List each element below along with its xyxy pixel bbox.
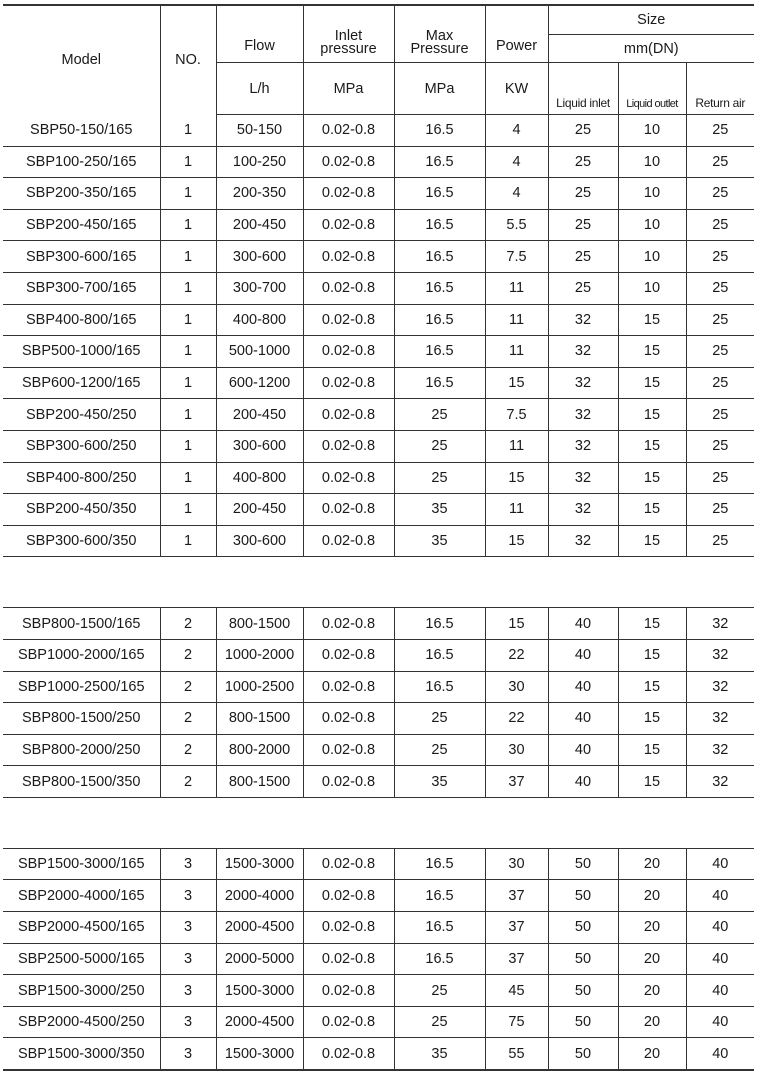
cell-liquid-outlet: 10 — [618, 241, 686, 273]
cell-no: 1 — [160, 272, 216, 304]
table-row — [3, 146, 754, 178]
cell-flow: 300-600 — [216, 241, 303, 273]
cell-inlet-pressure: 0.02-0.8 — [303, 639, 394, 671]
cell-power: 22 — [485, 703, 548, 735]
cell-no: 1 — [160, 304, 216, 336]
table-row — [3, 462, 754, 494]
cell-max-pressure: 16.5 — [394, 912, 485, 944]
cell-flow: 800-1500 — [216, 766, 303, 798]
cell-model: SBP300-700/165 — [3, 272, 160, 304]
table-row — [3, 671, 754, 703]
cell-liquid-outlet: 15 — [618, 462, 686, 494]
header-inlet-line2: pressure — [320, 41, 377, 57]
pump-spec-sheet — [3, 4, 754, 1071]
cell-inlet-pressure: 0.02-0.8 — [303, 462, 394, 494]
cell-liquid-inlet: 25 — [548, 146, 618, 178]
cell-flow: 100-250 — [216, 146, 303, 178]
cell-return-air: 25 — [686, 399, 754, 431]
cell-no: 1 — [160, 336, 216, 368]
cell-no: 3 — [160, 880, 216, 912]
cell-flow: 300-600 — [216, 525, 303, 557]
cell-return-air: 32 — [686, 703, 754, 735]
cell-return-air: 25 — [686, 336, 754, 368]
cell-inlet-pressure: 0.02-0.8 — [303, 209, 394, 241]
cell-flow: 1000-2000 — [216, 639, 303, 671]
cell-model: SBP800-1500/350 — [3, 766, 160, 798]
cell-no: 1 — [160, 146, 216, 178]
cell-max-pressure: 16.5 — [394, 304, 485, 336]
cell-model: SBP2000-4500/165 — [3, 912, 160, 944]
cell-no: 2 — [160, 734, 216, 766]
cell-inlet-pressure: 0.02-0.8 — [303, 367, 394, 399]
cell-max-pressure: 16.5 — [394, 115, 485, 147]
cell-power: 75 — [485, 1006, 548, 1038]
cell-liquid-outlet: 15 — [618, 525, 686, 557]
table-row — [3, 912, 754, 944]
cell-flow: 1500-3000 — [216, 848, 303, 880]
table-row — [3, 494, 754, 526]
cell-liquid-inlet: 50 — [548, 880, 618, 912]
cell-liquid-outlet: 15 — [618, 608, 686, 640]
table-row — [3, 703, 754, 735]
cell-power: 4 — [485, 146, 548, 178]
header-max-line1: Max — [425, 28, 454, 44]
cell-return-air: 40 — [686, 1038, 754, 1070]
table-row — [3, 525, 754, 557]
cell-no: 2 — [160, 703, 216, 735]
cell-liquid-outlet: 20 — [618, 880, 686, 912]
cell-liquid-outlet: 15 — [618, 367, 686, 399]
cell-inlet-pressure: 0.02-0.8 — [303, 304, 394, 336]
cell-flow: 2000-4000 — [216, 880, 303, 912]
cell-liquid-inlet: 40 — [548, 639, 618, 671]
cell-liquid-inlet: 32 — [548, 304, 618, 336]
cell-no: 2 — [160, 671, 216, 703]
cell-inlet-pressure: 0.02-0.8 — [303, 671, 394, 703]
cell-power: 15 — [485, 525, 548, 557]
table-row — [3, 178, 754, 210]
cell-max-pressure: 16.5 — [394, 943, 485, 975]
table-row — [3, 608, 754, 640]
cell-liquid-inlet: 25 — [548, 209, 618, 241]
cell-inlet-pressure: 0.02-0.8 — [303, 1038, 394, 1070]
cell-flow: 2000-4500 — [216, 912, 303, 944]
cell-power: 5.5 — [485, 209, 548, 241]
cell-inlet-pressure: 0.02-0.8 — [303, 880, 394, 912]
cell-no: 3 — [160, 943, 216, 975]
cell-return-air: 32 — [686, 734, 754, 766]
cell-inlet-pressure: 0.02-0.8 — [303, 943, 394, 975]
table-row — [3, 304, 754, 336]
cell-return-air: 32 — [686, 671, 754, 703]
cell-max-pressure: 16.5 — [394, 880, 485, 912]
cell-max-pressure: 35 — [394, 1038, 485, 1070]
cell-liquid-outlet: 15 — [618, 671, 686, 703]
cell-flow: 800-1500 — [216, 703, 303, 735]
cell-max-pressure: 35 — [394, 494, 485, 526]
cell-no: 2 — [160, 608, 216, 640]
cell-no: 3 — [160, 975, 216, 1007]
cell-liquid-inlet: 40 — [548, 608, 618, 640]
cell-liquid-inlet: 25 — [548, 178, 618, 210]
cell-model: SBP200-450/250 — [3, 399, 160, 431]
header-inlet-pressure — [303, 5, 394, 63]
cell-return-air: 25 — [686, 494, 754, 526]
cell-power: 11 — [485, 272, 548, 304]
cell-liquid-inlet: 25 — [548, 272, 618, 304]
cell-model: SBP400-800/250 — [3, 462, 160, 494]
cell-return-air: 32 — [686, 639, 754, 671]
cell-inlet-pressure: 0.02-0.8 — [303, 703, 394, 735]
cell-liquid-outlet: 20 — [618, 912, 686, 944]
cell-flow: 200-450 — [216, 399, 303, 431]
cell-power: 7.5 — [485, 241, 548, 273]
cell-model: SBP300-600/165 — [3, 241, 160, 273]
cell-model: SBP400-800/165 — [3, 304, 160, 336]
cell-max-pressure: 16.5 — [394, 241, 485, 273]
cell-liquid-outlet: 15 — [618, 766, 686, 798]
cell-max-pressure: 16.5 — [394, 639, 485, 671]
cell-power: 11 — [485, 430, 548, 462]
header-liquid-inlet: Liquid inlet — [548, 63, 618, 115]
cell-no: 1 — [160, 209, 216, 241]
cell-flow: 400-800 — [216, 304, 303, 336]
header-power-unit: KW — [485, 63, 548, 115]
cell-model: SBP50-150/165 — [3, 115, 160, 147]
table-row — [3, 399, 754, 431]
cell-return-air: 25 — [686, 304, 754, 336]
cell-max-pressure: 16.5 — [394, 272, 485, 304]
group-separator-cell — [3, 557, 754, 608]
cell-flow: 800-1500 — [216, 608, 303, 640]
cell-power: 22 — [485, 639, 548, 671]
cell-model: SBP500-1000/165 — [3, 336, 160, 368]
cell-power: 37 — [485, 912, 548, 944]
cell-inlet-pressure: 0.02-0.8 — [303, 766, 394, 798]
cell-max-pressure: 25 — [394, 975, 485, 1007]
cell-liquid-outlet: 15 — [618, 399, 686, 431]
cell-power: 4 — [485, 115, 548, 147]
cell-return-air: 40 — [686, 848, 754, 880]
table-row — [3, 880, 754, 912]
cell-liquid-inlet: 40 — [548, 671, 618, 703]
cell-flow: 200-450 — [216, 209, 303, 241]
table-row — [3, 241, 754, 273]
cell-flow: 500-1000 — [216, 336, 303, 368]
cell-liquid-outlet: 15 — [618, 494, 686, 526]
cell-max-pressure: 16.5 — [394, 146, 485, 178]
cell-return-air: 25 — [686, 241, 754, 273]
cell-max-pressure: 16.5 — [394, 209, 485, 241]
cell-return-air: 25 — [686, 178, 754, 210]
cell-liquid-inlet: 32 — [548, 462, 618, 494]
cell-liquid-outlet: 15 — [618, 304, 686, 336]
cell-liquid-inlet: 50 — [548, 975, 618, 1007]
cell-liquid-inlet: 40 — [548, 766, 618, 798]
cell-flow: 200-350 — [216, 178, 303, 210]
cell-inlet-pressure: 0.02-0.8 — [303, 1006, 394, 1038]
header-return-air: Return air — [686, 63, 754, 115]
cell-no: 3 — [160, 848, 216, 880]
cell-flow: 1500-3000 — [216, 1038, 303, 1070]
cell-model: SBP2000-4000/165 — [3, 880, 160, 912]
cell-liquid-outlet: 20 — [618, 1038, 686, 1070]
cell-max-pressure: 35 — [394, 766, 485, 798]
cell-max-pressure: 35 — [394, 525, 485, 557]
cell-inlet-pressure: 0.02-0.8 — [303, 734, 394, 766]
cell-model: SBP800-1500/165 — [3, 608, 160, 640]
cell-inlet-pressure: 0.02-0.8 — [303, 272, 394, 304]
cell-no: 1 — [160, 462, 216, 494]
cell-max-pressure: 16.5 — [394, 848, 485, 880]
header-size-unit: mm(DN) — [548, 35, 754, 63]
cell-model: SBP1500-3000/250 — [3, 975, 160, 1007]
cell-model: SBP200-350/165 — [3, 178, 160, 210]
cell-no: 1 — [160, 525, 216, 557]
header-model: Model — [61, 52, 101, 69]
cell-power: 4 — [485, 178, 548, 210]
cell-return-air: 40 — [686, 880, 754, 912]
header-inlet-line1: Inlet — [334, 28, 363, 44]
pump-spec-table — [3, 4, 754, 1071]
cell-liquid-outlet: 20 — [618, 1006, 686, 1038]
table-row — [3, 336, 754, 368]
cell-inlet-pressure: 0.02-0.8 — [303, 399, 394, 431]
cell-liquid-inlet: 50 — [548, 1038, 618, 1070]
cell-max-pressure: 16.5 — [394, 367, 485, 399]
cell-no: 1 — [160, 178, 216, 210]
cell-return-air: 32 — [686, 608, 754, 640]
cell-liquid-outlet: 20 — [618, 848, 686, 880]
cell-return-air: 25 — [686, 367, 754, 399]
cell-model: SBP200-450/165 — [3, 209, 160, 241]
cell-return-air: 40 — [686, 943, 754, 975]
cell-liquid-inlet: 32 — [548, 336, 618, 368]
cell-max-pressure: 25 — [394, 703, 485, 735]
cell-max-pressure: 16.5 — [394, 671, 485, 703]
cell-liquid-outlet: 20 — [618, 975, 686, 1007]
cell-flow: 300-700 — [216, 272, 303, 304]
cell-liquid-inlet: 50 — [548, 943, 618, 975]
table-row — [3, 639, 754, 671]
cell-power: 37 — [485, 766, 548, 798]
cell-flow: 2000-5000 — [216, 943, 303, 975]
cell-model: SBP2500-5000/165 — [3, 943, 160, 975]
cell-power: 37 — [485, 943, 548, 975]
cell-flow: 50-150 — [216, 115, 303, 147]
cell-flow: 300-600 — [216, 430, 303, 462]
cell-liquid-outlet: 15 — [618, 639, 686, 671]
cell-power: 30 — [485, 734, 548, 766]
cell-return-air: 25 — [686, 115, 754, 147]
cell-liquid-inlet: 32 — [548, 430, 618, 462]
cell-power: 45 — [485, 975, 548, 1007]
cell-inlet-pressure: 0.02-0.8 — [303, 975, 394, 1007]
table-body — [3, 115, 754, 1071]
cell-flow: 600-1200 — [216, 367, 303, 399]
cell-inlet-pressure: 0.02-0.8 — [303, 848, 394, 880]
cell-liquid-outlet: 10 — [618, 272, 686, 304]
table-row — [3, 943, 754, 975]
cell-power: 11 — [485, 494, 548, 526]
cell-power: 11 — [485, 304, 548, 336]
cell-inlet-pressure: 0.02-0.8 — [303, 912, 394, 944]
cell-liquid-outlet: 10 — [618, 115, 686, 147]
cell-liquid-inlet: 32 — [548, 367, 618, 399]
cell-model: SBP600-1200/165 — [3, 367, 160, 399]
header-max-unit: MPa — [394, 63, 485, 115]
cell-max-pressure: 16.5 — [394, 608, 485, 640]
cell-max-pressure: 25 — [394, 462, 485, 494]
cell-liquid-outlet: 10 — [618, 209, 686, 241]
cell-model: SBP800-1500/250 — [3, 703, 160, 735]
cell-power: 15 — [485, 367, 548, 399]
cell-inlet-pressure: 0.02-0.8 — [303, 494, 394, 526]
table-row — [3, 734, 754, 766]
cell-return-air: 25 — [686, 430, 754, 462]
cell-liquid-outlet: 15 — [618, 336, 686, 368]
cell-no: 2 — [160, 766, 216, 798]
table-row — [3, 1006, 754, 1038]
table-row — [3, 430, 754, 462]
cell-liquid-inlet: 32 — [548, 494, 618, 526]
cell-model: SBP200-450/350 — [3, 494, 160, 526]
cell-liquid-inlet: 25 — [548, 115, 618, 147]
cell-inlet-pressure: 0.02-0.8 — [303, 115, 394, 147]
cell-liquid-inlet: 50 — [548, 848, 618, 880]
table-row — [3, 848, 754, 880]
cell-liquid-inlet: 40 — [548, 734, 618, 766]
cell-liquid-inlet: 40 — [548, 703, 618, 735]
table-row — [3, 367, 754, 399]
cell-liquid-inlet: 32 — [548, 399, 618, 431]
header-max-line2: Pressure — [410, 41, 469, 57]
cell-no: 2 — [160, 639, 216, 671]
cell-power: 55 — [485, 1038, 548, 1070]
cell-inlet-pressure: 0.02-0.8 — [303, 525, 394, 557]
cell-max-pressure: 25 — [394, 399, 485, 431]
cell-liquid-outlet: 10 — [618, 146, 686, 178]
cell-return-air: 25 — [686, 146, 754, 178]
cell-no: 1 — [160, 367, 216, 399]
cell-liquid-inlet: 25 — [548, 241, 618, 273]
cell-model: SBP300-600/250 — [3, 430, 160, 462]
cell-flow: 400-800 — [216, 462, 303, 494]
cell-model: SBP800-2000/250 — [3, 734, 160, 766]
table-row — [3, 272, 754, 304]
header-power: Power — [485, 5, 548, 63]
cell-power: 15 — [485, 608, 548, 640]
cell-liquid-outlet: 10 — [618, 178, 686, 210]
table-row — [3, 209, 754, 241]
cell-flow: 1000-2500 — [216, 671, 303, 703]
cell-model: SBP1000-2000/165 — [3, 639, 160, 671]
cell-return-air: 40 — [686, 975, 754, 1007]
table-row — [3, 766, 754, 798]
cell-flow: 200-450 — [216, 494, 303, 526]
cell-return-air: 25 — [686, 525, 754, 557]
cell-no: 3 — [160, 1038, 216, 1070]
cell-return-air: 25 — [686, 462, 754, 494]
header-max-pressure — [394, 5, 485, 63]
cell-no: 1 — [160, 399, 216, 431]
cell-power: 11 — [485, 336, 548, 368]
group-separator-cell — [3, 797, 754, 848]
cell-inlet-pressure: 0.02-0.8 — [303, 146, 394, 178]
cell-liquid-outlet: 15 — [618, 430, 686, 462]
cell-liquid-outlet: 20 — [618, 943, 686, 975]
cell-no: 3 — [160, 912, 216, 944]
cell-inlet-pressure: 0.02-0.8 — [303, 430, 394, 462]
cell-liquid-outlet: 15 — [618, 703, 686, 735]
cell-max-pressure: 16.5 — [394, 178, 485, 210]
cell-model: SBP1500-3000/165 — [3, 848, 160, 880]
table-row — [3, 115, 754, 147]
cell-inlet-pressure: 0.02-0.8 — [303, 178, 394, 210]
cell-liquid-inlet: 32 — [548, 525, 618, 557]
cell-no: 1 — [160, 241, 216, 273]
cell-inlet-pressure: 0.02-0.8 — [303, 241, 394, 273]
table-row — [3, 1038, 754, 1070]
cell-return-air: 32 — [686, 766, 754, 798]
cell-return-air: 40 — [686, 912, 754, 944]
cell-liquid-outlet: 15 — [618, 734, 686, 766]
cell-power: 30 — [485, 848, 548, 880]
cell-flow: 2000-4500 — [216, 1006, 303, 1038]
cell-power: 7.5 — [485, 399, 548, 431]
cell-flow: 1500-3000 — [216, 975, 303, 1007]
cell-power: 15 — [485, 462, 548, 494]
group-separator — [3, 797, 754, 848]
table-header — [3, 5, 754, 115]
cell-inlet-pressure: 0.02-0.8 — [303, 336, 394, 368]
header-size: Size — [548, 5, 754, 35]
cell-model: SBP1000-2500/165 — [3, 671, 160, 703]
cell-max-pressure: 25 — [394, 734, 485, 766]
cell-return-air: 40 — [686, 1006, 754, 1038]
cell-liquid-inlet: 50 — [548, 1006, 618, 1038]
cell-no: 3 — [160, 1006, 216, 1038]
cell-max-pressure: 16.5 — [394, 336, 485, 368]
header-flow: Flow — [216, 5, 303, 63]
cell-return-air: 25 — [686, 209, 754, 241]
cell-model: SBP100-250/165 — [3, 146, 160, 178]
cell-model: SBP300-600/350 — [3, 525, 160, 557]
header-inlet-unit: MPa — [303, 63, 394, 115]
cell-power: 30 — [485, 671, 548, 703]
cell-flow: 800-2000 — [216, 734, 303, 766]
cell-return-air: 25 — [686, 272, 754, 304]
cell-no: 1 — [160, 430, 216, 462]
cell-model: SBP2000-4500/250 — [3, 1006, 160, 1038]
group-separator — [3, 557, 754, 608]
cell-inlet-pressure: 0.02-0.8 — [303, 608, 394, 640]
cell-max-pressure: 25 — [394, 1006, 485, 1038]
cell-no: 1 — [160, 494, 216, 526]
header-no: NO. — [160, 5, 216, 115]
cell-max-pressure: 25 — [394, 430, 485, 462]
header-liquid-outlet: Liquid outlet — [618, 63, 686, 115]
header-flow-unit: L/h — [216, 63, 303, 115]
cell-liquid-inlet: 50 — [548, 912, 618, 944]
cell-power: 37 — [485, 880, 548, 912]
cell-no: 1 — [160, 115, 216, 147]
table-row — [3, 975, 754, 1007]
cell-model: SBP1500-3000/350 — [3, 1038, 160, 1070]
